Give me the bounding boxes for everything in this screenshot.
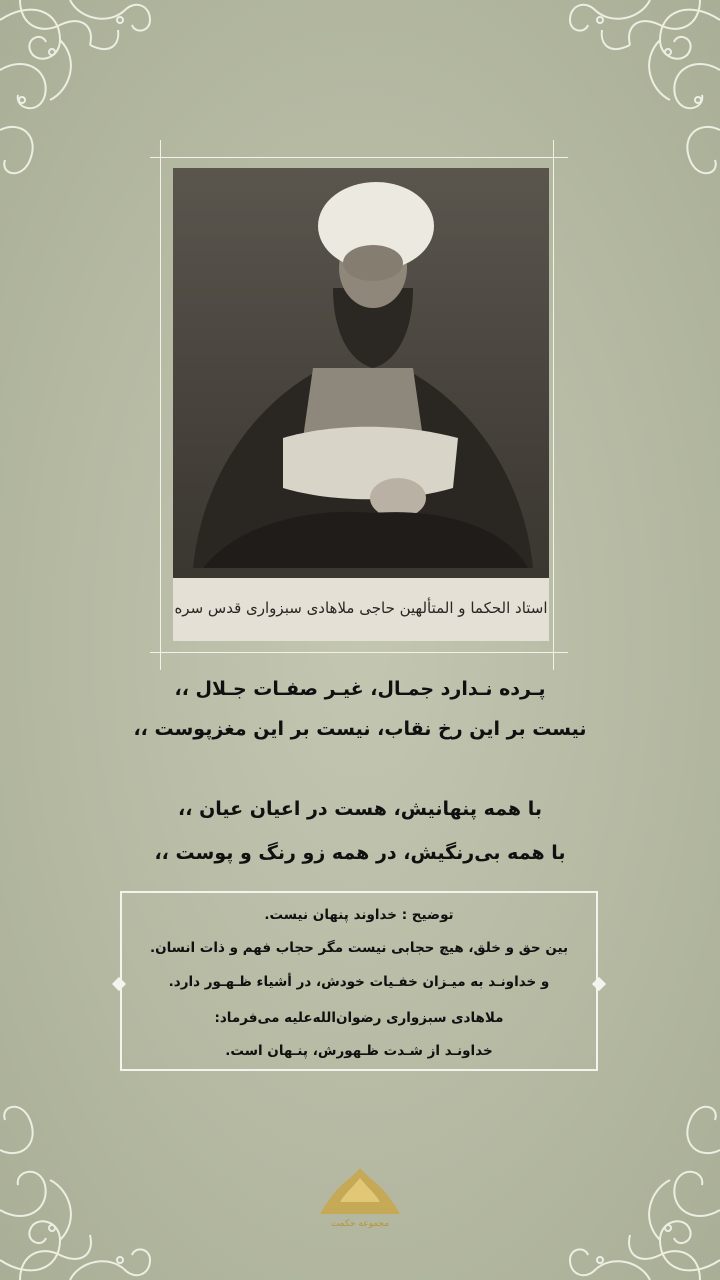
note-line-2: و خداونـد به میـزان خفـیات خودش، در أشیاء ظـهـور دارد. [168, 974, 550, 990]
frame-line-top [150, 157, 568, 158]
note-title: توضیح : خداوند پنهان نیست. [264, 907, 454, 923]
frame-line-right [553, 140, 554, 670]
poem-line-1: پـرده نـدارد جمـال، غیـر صفـات جـلال ،، [174, 678, 546, 700]
poem-line-3: با همه پنهانیش، هست در اعیان عیان ،، [178, 798, 542, 820]
portrait-photo [173, 168, 549, 641]
poem-line-4: با همه بی‌رنگیش، در همه زو رنگ و پوست ،، [154, 842, 566, 864]
corner-ornament-top-left [0, 0, 180, 190]
corner-ornament-bottom-right [540, 1090, 720, 1280]
note-line-1: بین حق و خلق، هیچ حجابی نیست مگر حجاب فهم و ذات انسان. [149, 940, 569, 956]
logo [312, 1164, 408, 1230]
corner-ornament-bottom-left [0, 1090, 180, 1280]
logo-text: مجموعه حکمت [330, 1219, 390, 1229]
note-line-3: ملاهادی سبزواری رضوان‌الله‌علیه می‌فرماد: [214, 1010, 504, 1026]
corner-ornament-top-right [540, 0, 720, 190]
portrait-caption: استاد الحکما و المتألهین حاجی ملاهادی سبزواری قدس سره [174, 599, 548, 617]
note-line-4: خداونـد از شـدت ظـهورش، پنـهان است. [225, 1043, 493, 1059]
frame-line-bottom [150, 652, 568, 653]
poem-line-2: نیست بر این رخ نقاب، نیست بر این مغزپوست ،، [133, 718, 587, 740]
frame-line-left [160, 140, 161, 670]
